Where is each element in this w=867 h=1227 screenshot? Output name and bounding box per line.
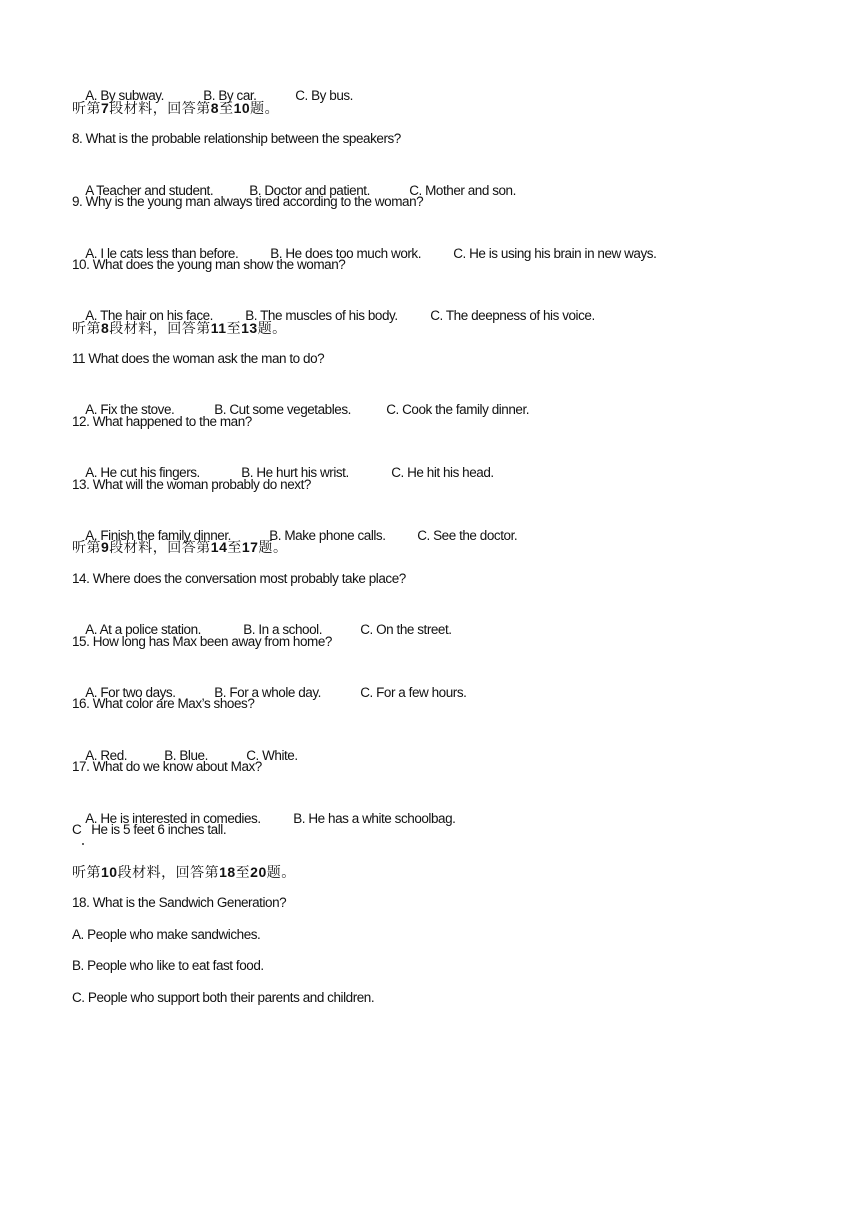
q13-option-a: A. Finish the family dinner. <box>85 528 231 543</box>
q15-options <box>72 663 466 723</box>
q16-question: 16. What color are Max’s shoes? <box>72 696 255 711</box>
q16-option-c: C. White. <box>246 748 298 763</box>
q7-option-b: B. By car. <box>203 88 257 103</box>
q10-option-c: C. The deepness of his voice. <box>430 308 595 323</box>
q8-options <box>72 161 516 221</box>
q10-option-b: B. The muscles of his body. <box>245 308 398 323</box>
q10-option-a: A. The hair on his face. <box>85 308 213 323</box>
q18-option-c: C. People who support both their parents and children. <box>72 990 375 1005</box>
q17-question: 17. What do we know about Max? <box>72 759 262 774</box>
q11-option-b: B. Cut some vegetables. <box>214 402 351 417</box>
q17-option-a: A. He is interested in comedies. <box>85 811 261 826</box>
q16-options <box>72 726 298 786</box>
q18-question: 18. What is the Sandwich Generation? <box>72 895 287 910</box>
q8-option-a: A Teacher and student. <box>85 183 214 198</box>
q14-option-a: A. At a police station. <box>85 622 201 637</box>
q7-option-a: A. By subway. <box>85 88 164 103</box>
q15-question: 15. How long has Max been away from home? <box>72 634 332 649</box>
q15-option-a: A. For two days. <box>85 685 176 700</box>
stray-mark <box>82 843 84 845</box>
q13-option-c: C. See the doctor. <box>417 528 518 543</box>
q9-options <box>72 224 656 284</box>
q18-option-a: A. People who make sandwiches. <box>72 927 261 942</box>
q8-option-b: B. Doctor and patient. <box>249 183 370 198</box>
q16-option-b: B. Blue. <box>164 748 208 763</box>
section-10-heading: 听第10段材料，回答第18至20题。 <box>72 864 296 880</box>
section-9-heading: 听第9段材料，回答第14至17题。 <box>72 539 288 555</box>
q7-option-c: C. By bus. <box>295 88 353 103</box>
q11-option-a: A. Fix the stove. <box>85 402 175 417</box>
q11-option-c: C. Cook the family dinner. <box>386 402 530 417</box>
q13-question: 13. What will the woman probably do next? <box>72 477 311 492</box>
q8-question: 8. What is the probable relationship between the speakers? <box>72 131 401 146</box>
q12-option-c: C. He hit his head. <box>391 465 494 480</box>
q15-option-b: B. For a whole day. <box>214 685 321 700</box>
section-8-heading: 听第8段材料，回答第11至13题。 <box>72 320 287 336</box>
q14-option-c: C. On the street. <box>360 622 452 637</box>
q15-option-c: C. For a few hours. <box>360 685 467 700</box>
q17-option-b: B. He has a white schoolbag. <box>293 811 456 826</box>
q9-question: 9. Why is the young man always tired according to the woman? <box>72 194 424 209</box>
q17-option-c: C He is 5 feet 6 inches tall. <box>72 822 227 837</box>
q14-question: 14. Where does the conversation most probably take place? <box>72 571 406 586</box>
q18-option-b: B. People who like to eat fast food. <box>72 958 264 973</box>
section-7-heading: 听第7段材料，回答第8至10题。 <box>72 100 280 116</box>
q8-option-c: C. Mother and son. <box>409 183 516 198</box>
q13-options <box>72 506 517 566</box>
q12-option-b: B. He hurt his wrist. <box>241 465 349 480</box>
q9-option-a: A. I le cats less than before. <box>85 246 239 261</box>
q11-question: 11 What does the woman ask the man to do? <box>72 351 325 366</box>
q14-option-b: B. In a school. <box>243 622 323 637</box>
q9-option-b: B. He does too much work. <box>270 246 422 261</box>
q9-option-c: C. He is using his brain in new ways. <box>453 246 657 261</box>
q12-question: 12. What happened to the man? <box>72 414 252 429</box>
q12-option-a: A. He cut his fingers. <box>85 465 200 480</box>
q17-options <box>72 789 455 849</box>
q13-option-b: B. Make phone calls. <box>269 528 386 543</box>
q10-question: 10. What does the young man show the woman? <box>72 257 346 272</box>
q16-option-a: A. Red. <box>85 748 128 763</box>
